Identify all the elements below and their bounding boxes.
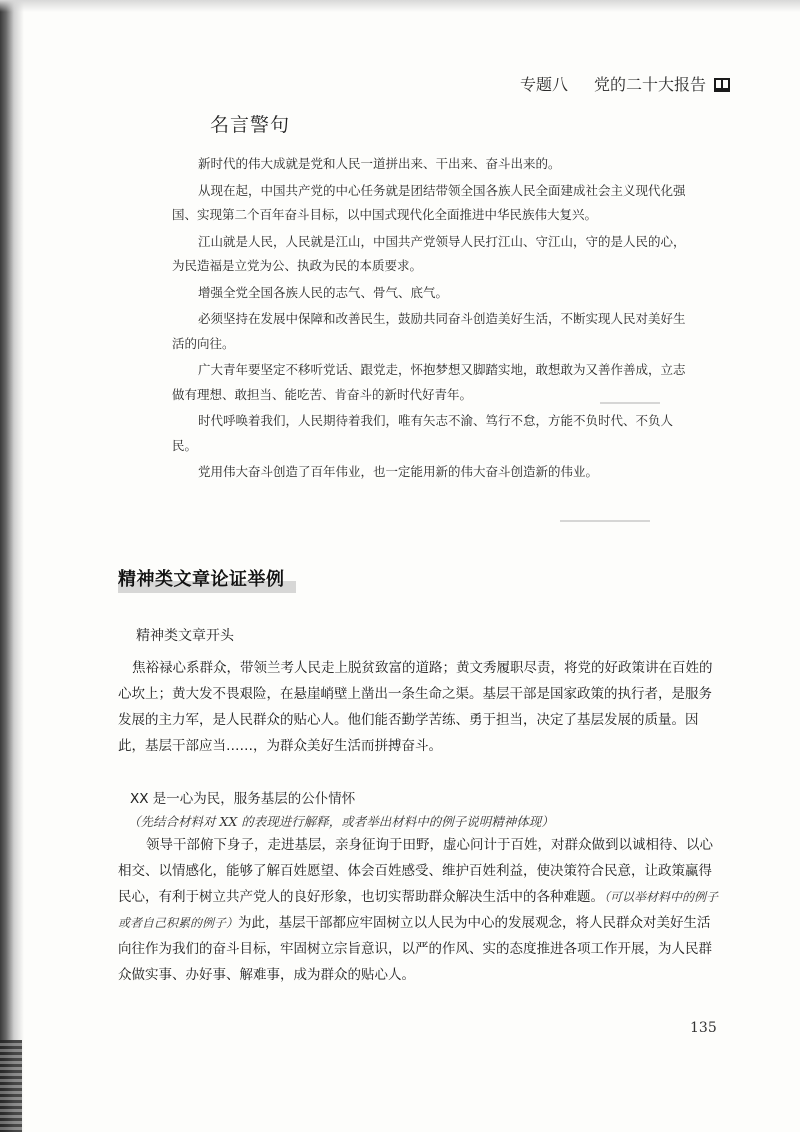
example-text-part2: 为此，基层干部都应牢固树立以人民为中心的发展观念，将人民群众对美好生活向往作为我们的奋斗目标，牢固树立宗旨意识，以严的作风、实的态度推进各项工作开展，为人民群众做实事、办好事、解难事，成为群众的贴心人。 — [118, 915, 712, 983]
page-number: 135 — [690, 1020, 717, 1036]
quotes-list — [172, 152, 692, 485]
quotes-section-title: 名言警句 — [210, 114, 291, 136]
scan-binding-marks — [0, 1040, 22, 1132]
essay-section-title-text: 精神类文章论证举例 — [118, 569, 285, 590]
opening-paragraph — [118, 655, 718, 759]
header-topic: 党的二十大报告 — [593, 75, 706, 94]
example-title: XX 是一心为民，服务基层的公仆情怀 — [130, 791, 356, 807]
quote-item: 必须坚持在发展中保障和改善民生，鼓励共同奋斗创造美好生活，不断实现人民对美好生活的向往。 — [172, 311, 686, 351]
quote-item: 党用伟大奋斗创造了百年伟业，也一定能用新的伟大奋斗创造新的伟业。 — [198, 464, 599, 479]
opening-lead: 焦裕禄心系群众， — [132, 660, 240, 676]
quote-item: 新时代的伟大成就是党和人民一道拼出来、干出来、奋斗出来的。 — [198, 156, 561, 171]
scan-edge-top — [0, 0, 800, 12]
example-text-part1: 领导干部俯下身子，走进基层，亲身征询于田野，虚心问计于百姓，对群众做到以诚相待、以心相交、以情感化，能够了解百姓愿望、体会百姓感受、维护百姓利益，使决策符合民意，让政策赢得民心，有利于树立共产党人的良好形象，也切实帮助群众解决生活中的各种难题。 — [118, 837, 713, 905]
quote-item: 江山就是人民，人民就是江山，中国共产党领导人民打江山、守江山，守的是人民的心，为民造福是立党为公、执政为民的本质要求。 — [172, 233, 686, 273]
scan-speck — [560, 520, 650, 522]
essay-section-title — [118, 563, 285, 593]
example-inline-note: （可以举材料中的例子或者自己积累的例子） — [118, 890, 719, 930]
example-paragraph — [118, 832, 718, 988]
quote-item: 广大青年要坚定不移听党话、跟党走，怀抱梦想又脚踏实地，敢想敢为又善作善成，立志做有理想、敢担当、能吃苦、肯奋斗的新时代好青年。 — [172, 362, 686, 402]
example-note: （先结合材料对 XX 的表现进行解释，或者举出材料中的例子说明精神体现） — [128, 814, 554, 829]
scan-speck — [600, 402, 660, 404]
quote-item: 时代呼唤着我们，人民期待着我们，唯有矢志不渝、笃行不怠，方能不负时代、不负人民。 — [172, 413, 674, 453]
opening-subhead: 精神类文章开头 — [136, 628, 234, 644]
scan-edge-left — [0, 0, 24, 1132]
opening-text: 带领兰考人民走上脱贫致富的道路；黄文秀履职尽责，将党的好政策讲在百姓的心坎上；黄大发不畏艰险，在悬崖峭壁上凿出一条生命之渠。基层干部是国家政策的执行者，是服务发展的主力军，是人民群众的贴心人。他们能否勤学苦练、勇于担当，决定了基层发展的质量。因此，基层干部应当……，为群众美好生活而拼搏奋斗。 — [118, 660, 713, 754]
running-header — [520, 72, 730, 95]
header-section: 专题八 — [519, 75, 568, 94]
quote-item: 从现在起，中国共产党的中心任务就是团结带领全国各族人民全面建成社会主义现代化强国、实现第二个百年奋斗目标，以中国式现代化全面推进中华民族伟大复兴。 — [172, 182, 686, 222]
book-icon — [714, 77, 730, 91]
quote-item: 增强全党全国各族人民的志气、骨气、底气。 — [198, 284, 449, 300]
